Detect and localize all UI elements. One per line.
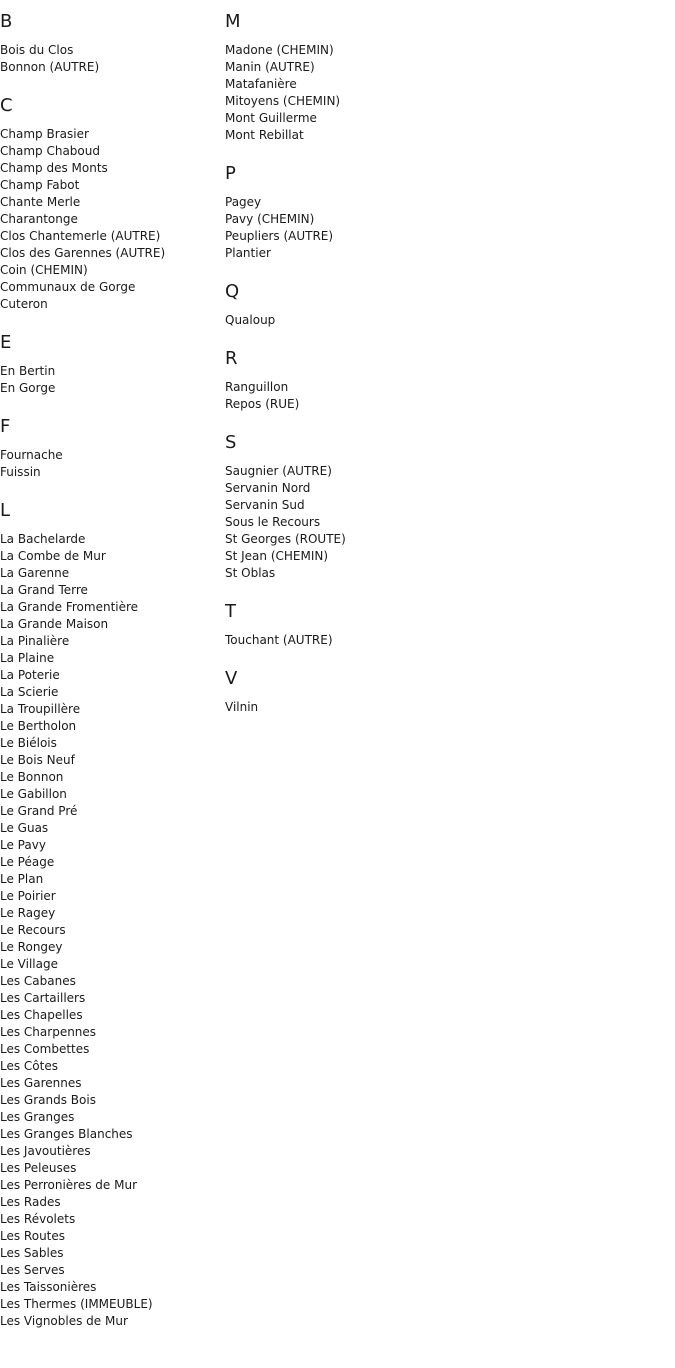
street-name: La Scierie bbox=[0, 685, 59, 699]
street-name: Le Bertholon bbox=[0, 719, 77, 733]
street-name: Plantier bbox=[225, 246, 271, 260]
street-name: Cuteron bbox=[0, 297, 48, 311]
street-name: Les Vignobles de Mur bbox=[0, 1314, 128, 1328]
street-name: Bois du Clos bbox=[0, 43, 74, 57]
street-list bbox=[225, 194, 525, 262]
street-name: La Bachelarde bbox=[0, 532, 86, 546]
street-name: La Combe de Mur bbox=[0, 549, 106, 563]
street-name: Le Bois Neuf bbox=[0, 753, 75, 767]
street-name: Champ des Monts bbox=[0, 161, 108, 175]
street-name: Le Rongey bbox=[0, 940, 63, 954]
street-name: La Troupillère bbox=[0, 702, 81, 716]
street-name: Servanin Sud bbox=[225, 498, 305, 512]
street-name: Vilnin bbox=[225, 700, 259, 714]
letter-section bbox=[0, 10, 220, 76]
street-name: Les Javoutières bbox=[0, 1144, 91, 1158]
street-name: Madone (CHEMIN) bbox=[225, 43, 334, 57]
street-name: Manin (AUTRE) bbox=[225, 60, 315, 74]
section-letter-heading: S bbox=[225, 432, 237, 453]
street-name: Les Cartaillers bbox=[0, 991, 86, 1005]
street-list bbox=[225, 632, 525, 649]
street-list bbox=[0, 42, 220, 76]
street-name: En Bertin bbox=[0, 364, 56, 378]
street-list bbox=[225, 312, 525, 329]
street-name: En Gorge bbox=[0, 381, 56, 395]
street-list bbox=[225, 42, 525, 144]
section-letter-heading: L bbox=[0, 500, 11, 521]
street-list bbox=[0, 447, 220, 481]
section-letter-heading: F bbox=[0, 416, 11, 437]
street-name: La Poterie bbox=[0, 668, 60, 682]
street-name: St Oblas bbox=[225, 566, 276, 580]
street-name: Le Ragey bbox=[0, 906, 56, 920]
section-letter-heading: V bbox=[225, 668, 238, 689]
street-name: Le Guas bbox=[0, 821, 49, 835]
street-name: Les Granges bbox=[0, 1110, 75, 1124]
street-name: Mitoyens (CHEMIN) bbox=[225, 94, 341, 108]
street-name: Mont Guillerme bbox=[225, 111, 317, 125]
street-name: Pavy (CHEMIN) bbox=[225, 212, 315, 226]
street-name: La Pinalière bbox=[0, 634, 70, 648]
street-name: Clos Chantemerle (AUTRE) bbox=[0, 229, 161, 243]
street-name: Les Rades bbox=[0, 1195, 61, 1209]
street-name: Le Biélois bbox=[0, 736, 57, 750]
section-letter-heading: E bbox=[0, 332, 12, 353]
street-name: Le Gabillon bbox=[0, 787, 67, 801]
street-name: Le Pavy bbox=[0, 838, 46, 852]
street-name: St Jean (CHEMIN) bbox=[225, 549, 329, 563]
street-name: Le Plan bbox=[0, 872, 44, 886]
street-name: La Plaine bbox=[0, 651, 55, 665]
street-name: Saugnier (AUTRE) bbox=[225, 464, 332, 478]
street-name: Les Grands Bois bbox=[0, 1093, 96, 1107]
street-name: La Grande Fromentière bbox=[0, 600, 139, 614]
letter-section bbox=[0, 94, 220, 313]
street-name: Fuissin bbox=[0, 465, 41, 479]
street-name: Coin (CHEMIN) bbox=[0, 263, 88, 277]
street-name: Les Routes bbox=[0, 1229, 66, 1243]
street-name: Repos (RUE) bbox=[225, 397, 300, 411]
street-name: Les Thermes (IMMEUBLE) bbox=[0, 1297, 153, 1311]
letter-section bbox=[225, 10, 525, 144]
letter-section bbox=[225, 600, 525, 649]
section-letter-heading: M bbox=[225, 11, 241, 32]
street-name: Les Chapelles bbox=[0, 1008, 83, 1022]
street-name: Chante Merle bbox=[0, 195, 81, 209]
letter-section bbox=[225, 667, 525, 716]
street-name: Les Serves bbox=[0, 1263, 65, 1277]
letter-section bbox=[225, 431, 525, 582]
street-name: Les Granges Blanches bbox=[0, 1127, 133, 1141]
street-name: Champ Brasier bbox=[0, 127, 89, 141]
street-name: Le Poirier bbox=[0, 889, 56, 903]
section-letter-heading: C bbox=[0, 95, 13, 116]
street-name: Les Garennes bbox=[0, 1076, 82, 1090]
street-name: Peupliers (AUTRE) bbox=[225, 229, 334, 243]
street-name: Ranguillon bbox=[225, 380, 289, 394]
street-list bbox=[0, 363, 220, 397]
street-name: Servanin Nord bbox=[225, 481, 311, 495]
street-name: Les Sables bbox=[0, 1246, 64, 1260]
street-name: St Georges (ROUTE) bbox=[225, 532, 346, 546]
street-index-right-column bbox=[225, 10, 525, 734]
street-list bbox=[0, 126, 220, 313]
street-name: Mont Rebillat bbox=[225, 128, 304, 142]
section-letter-heading: T bbox=[225, 601, 236, 622]
letter-section bbox=[225, 347, 525, 413]
street-name: Le Péage bbox=[0, 855, 55, 869]
street-name: Le Recours bbox=[0, 923, 66, 937]
letter-section bbox=[225, 280, 525, 329]
section-letter-heading: R bbox=[225, 348, 238, 369]
street-list bbox=[225, 379, 525, 413]
street-name: Les Charpennes bbox=[0, 1025, 97, 1039]
street-name: Matafanière bbox=[225, 77, 297, 91]
street-list bbox=[225, 699, 525, 716]
letter-section bbox=[225, 162, 525, 262]
street-name: Le Bonnon bbox=[0, 770, 64, 784]
section-letter-heading: Q bbox=[225, 281, 240, 302]
street-name: Les Côtes bbox=[0, 1059, 58, 1073]
street-name: Charantonge bbox=[0, 212, 78, 226]
street-name: La Garenne bbox=[0, 566, 70, 580]
street-name: Sous le Recours bbox=[225, 515, 321, 529]
street-name: Les Cabanes bbox=[0, 974, 76, 988]
street-list bbox=[0, 531, 220, 1330]
street-name: Les Révolets bbox=[0, 1212, 76, 1226]
street-name: Le Grand Pré bbox=[0, 804, 78, 818]
street-name: Communaux de Gorge bbox=[0, 280, 136, 294]
letter-section bbox=[0, 499, 220, 1330]
street-name: La Grand Terre bbox=[0, 583, 88, 597]
street-name: Le Village bbox=[0, 957, 58, 971]
street-name: Les Perronières de Mur bbox=[0, 1178, 137, 1192]
street-name: Clos des Garennes (AUTRE) bbox=[0, 246, 166, 260]
street-name: Bonnon (AUTRE) bbox=[0, 60, 100, 74]
street-name: Les Combettes bbox=[0, 1042, 90, 1056]
street-name: Qualoup bbox=[225, 313, 276, 327]
street-name: Champ Fabot bbox=[0, 178, 80, 192]
street-name: Les Peleuses bbox=[0, 1161, 77, 1175]
section-letter-heading: B bbox=[0, 11, 13, 32]
section-letter-heading: P bbox=[225, 163, 236, 184]
letter-section bbox=[0, 415, 220, 481]
street-name: Champ Chaboud bbox=[0, 144, 100, 158]
street-list bbox=[225, 463, 525, 582]
letter-section bbox=[0, 331, 220, 397]
street-name: La Grande Maison bbox=[0, 617, 109, 631]
street-name: Pagey bbox=[225, 195, 262, 209]
street-name: Les Taissonières bbox=[0, 1280, 97, 1294]
street-name: Touchant (AUTRE) bbox=[225, 633, 333, 647]
street-name: Fournache bbox=[0, 448, 63, 462]
street-index-left-column bbox=[0, 10, 220, 1348]
